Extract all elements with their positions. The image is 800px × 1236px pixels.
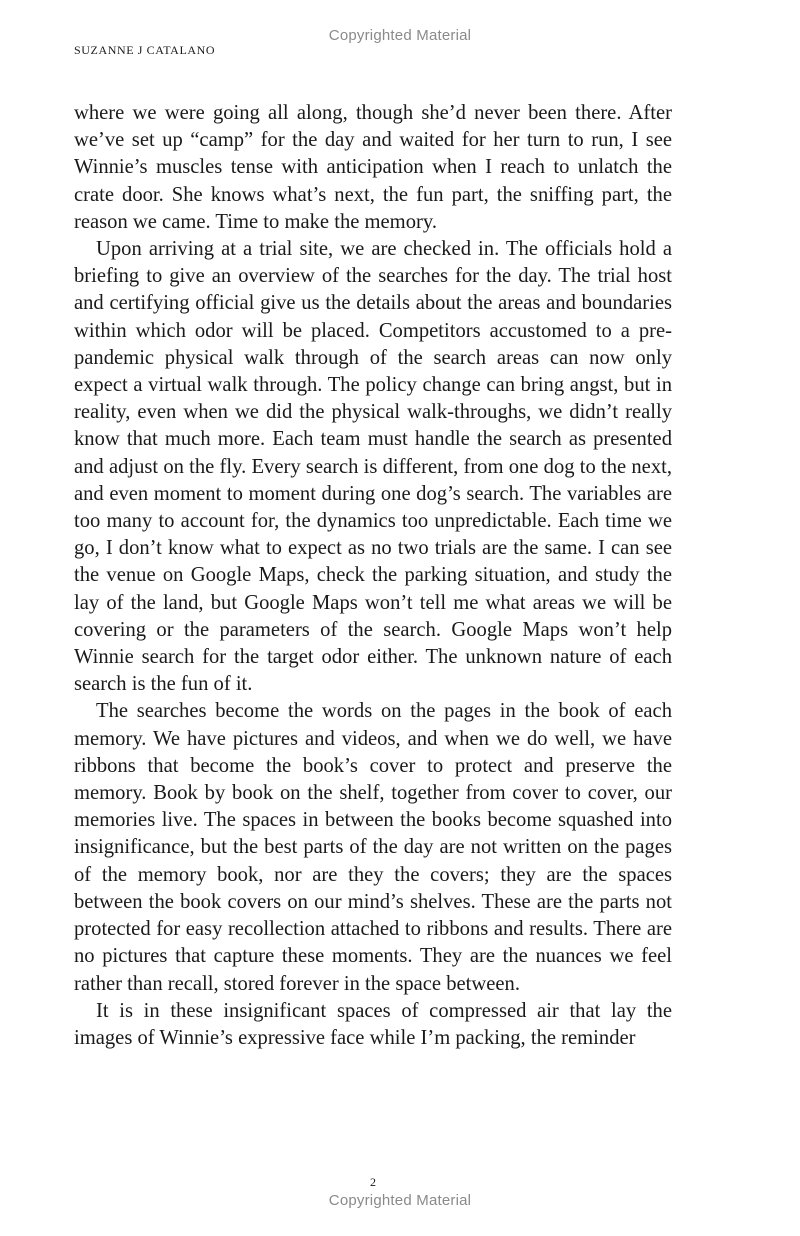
body-text [74, 100, 672, 1052]
page-number: 2 [370, 1175, 376, 1189]
paragraph-continued: where we were going all along, though she’d never been there. After we’ve set up “camp” for the day and waited for her turn to run, I see Winnie’s muscles tense with anticipation when I reach to unlatch the crate door. She knows what’s next, the fun part, the sniffing part, the reason we came. Time to make the memory. [74, 102, 672, 233]
copyright-watermark-top: Copyrighted Material [328, 27, 472, 44]
paragraph: It is in these insignificant spaces of compressed air that lay the images of Winnie’s expressive face while I’m packing, the reminder [74, 999, 672, 1049]
copyright-watermark-bottom: Copyrighted Material [328, 1192, 472, 1209]
running-head-author: SUZANNE J CATALANO [74, 43, 216, 57]
paragraph: Upon arriving at a trial site, we are checked in. The officials hold a briefing to give an overview of the searches for the day. The trial host and certifying official give us the details about the areas and boundaries within which odor will be placed. Competitors accustomed to a pre-pandemic physical walk through of the search areas can now only expect a virtual walk through. The policy change can bring angst, but in reality, even when we did the physical walk-throughs, we didn’t really know that much more. Each team must handle the search as presented and adjust on the fly. Every search is different, from one dog to the next, and even moment to moment during one dog’s search. The variables are too many to account for, the dynamics too unpredictable. Each time we go, I don’t know what to expect as no two trials are the same. I can see the venue on Google Maps, check the parking situation, and study the lay of the land, but Google Maps won’t tell me what areas we will be covering or the parameters of the search. Google Maps won’t help Winnie search for the target odor either. The unknown nature of each search is the fun of it. [74, 238, 672, 696]
paragraph: The searches become the words on the pages in the book of each memory. We have pictures and videos, and when we do well, we have ribbons that become the book’s cover to protect and preserve the memory. Book by book on the shelf, together from cover to cover, our memories live. The spaces in between the books become squashed into insignificance, but the best parts of the day are not written on the pages of the memory book, nor are they the covers; they are the spaces between the book covers on our mind’s shelves. These are the parts not protected for easy recollection attached to ribbons and results. There are no pictures that capture these moments. They are the nuances we feel rather than recall, stored forever in the space between. [74, 700, 672, 995]
